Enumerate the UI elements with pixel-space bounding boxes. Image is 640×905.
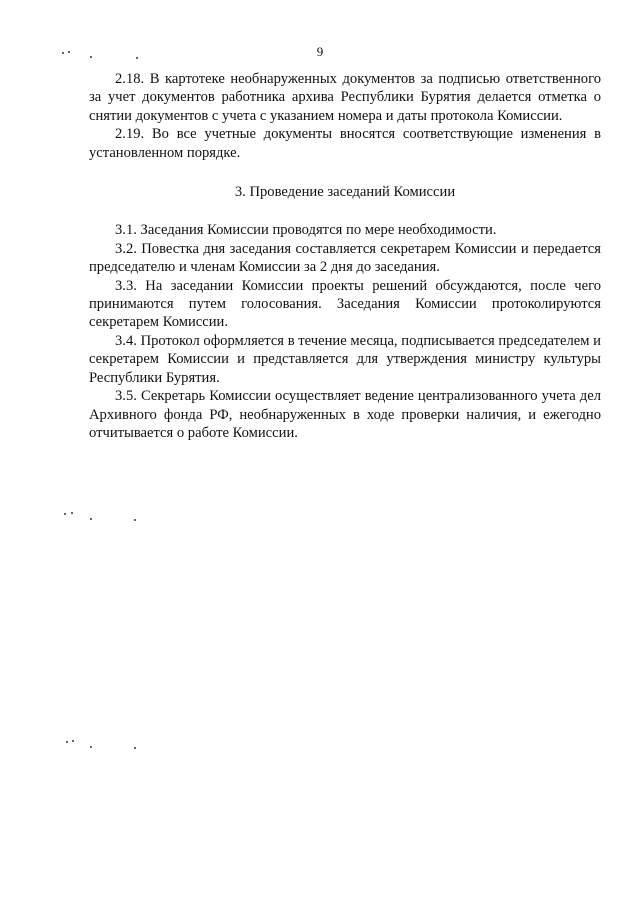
scan-speck <box>62 52 64 54</box>
scan-speck <box>68 51 70 53</box>
scan-speck <box>90 518 92 520</box>
paragraph-3-5: 3.5. Секретарь Комиссии осуществляет ведение централизованного учета дел Архивного фонда РФ, необнаруженных в ходе проверки наличия, и ежегодно отчитывается о работе Комиссии. <box>89 388 601 441</box>
scan-speck <box>64 513 66 515</box>
scan-speck <box>72 740 74 742</box>
scan-speck <box>136 57 138 59</box>
paragraph-2-18: 2.18. В картотеке необнаруженных документов за подписью ответственного за учет документов работника архива Республики Бурятия делается отметка о снятии документов с учета с указанием номера и даты протокола Комиссии. <box>89 71 601 124</box>
scan-speck <box>134 519 136 521</box>
paragraph-3-3: 3.3. На заседании Комиссии проекты решений обсуждаются, после чего принимаются путем голосования. Заседания Комиссии протоколируются секретарем Комиссии. <box>89 277 601 331</box>
scan-speck <box>134 747 136 749</box>
scan-speck-group-bottom <box>62 738 162 752</box>
scan-speck <box>90 56 92 58</box>
paragraph-3-4: 3.4. Протокол оформляется в течение месяца, подписывается председателем и секретарем Комиссии и представляется для утверждения министру культуры Республики Бурятия. <box>89 332 601 386</box>
document-body <box>89 70 601 442</box>
scan-speck-group-top <box>62 48 162 62</box>
section-heading: 3. Проведение заседаний Комиссии <box>234 184 456 201</box>
paragraph-3-2: 3.2. Повестка дня заседания составляется секретарем Комиссии и передается председателю и членам Комиссии за 2 дня до заседания. <box>89 240 601 276</box>
scan-speck <box>71 512 73 514</box>
page-number: 9 <box>316 44 324 59</box>
scan-speck-group-middle <box>62 510 162 524</box>
scan-speck <box>66 741 68 743</box>
scan-speck <box>90 746 92 748</box>
paragraph-2-19: 2.19. Во все учетные документы вносятся соответствующие изменения в установленном порядке. <box>89 126 601 161</box>
paragraph-3-1: 3.1. Заседания Комиссии проводятся по мере необходимости. <box>115 222 497 239</box>
